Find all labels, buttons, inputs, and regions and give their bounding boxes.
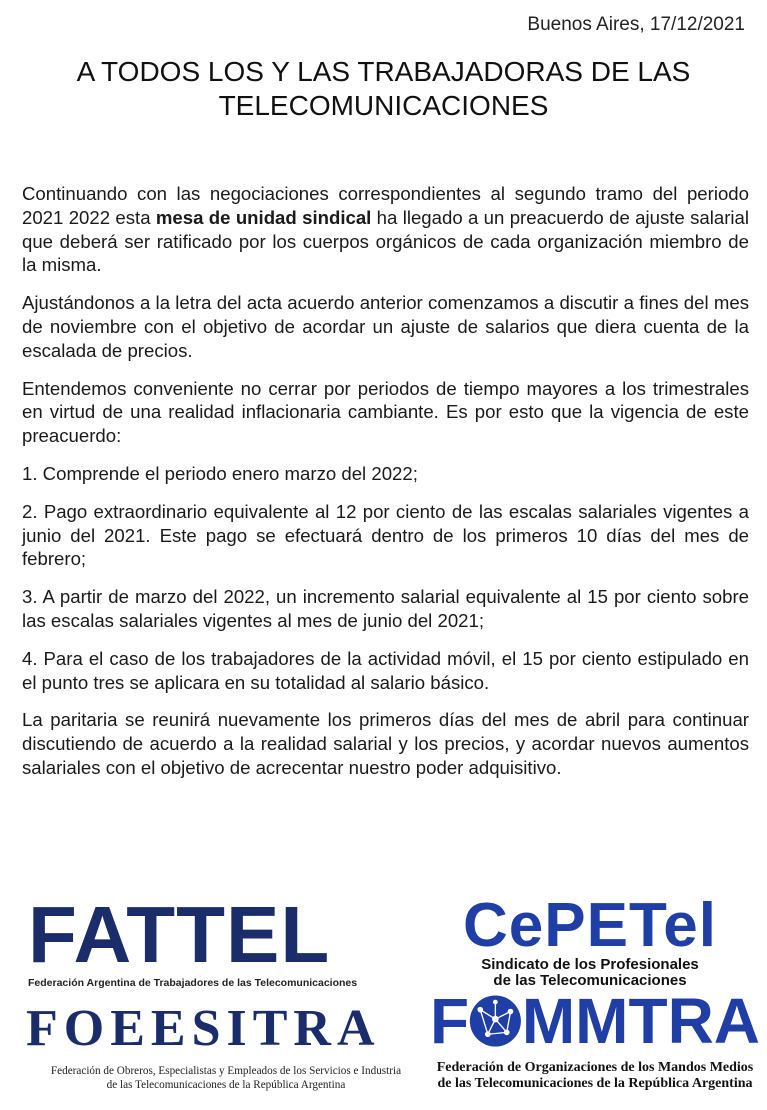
- fommtra-name-prefix: F: [430, 985, 470, 1057]
- list-item-2: 2. Pago extraordinario equivalente al 12 por ciento de las escalas salariales vigentes a junio del 2021. Este pago se efectuará dentro de los primeros 10 días del mes de febrero;: [22, 500, 749, 570]
- foeesitra-logo-name: FOEESITRA: [26, 1000, 381, 1057]
- cepetel-logo-subtitle-2: de las Telecomunicaciones: [493, 972, 687, 989]
- title-line-1: A TODOS LOS Y LAS TRABAJADORAS DE LAS: [76, 56, 691, 87]
- closing-paragraph: La paritaria se reunirá nuevamente los primeros días del mes de abril para continuar discutiendo de acuerdo a la realidad salarial y los precios, y acordar nuevos aumentos salariales con el objetivo de acrecentar nuestro poder adquisitivo.: [22, 709, 749, 778]
- paragraph-3: Entendemos conveniente no cerrar por periodos de tiempo mayores a los trimestrales en virtud de una realidad inflacionaria cambiante. Es por esto que la vigencia de este preacuerdo:: [22, 377, 749, 447]
- fattel-logo: [28, 890, 408, 989]
- cepetel-logo: [430, 891, 750, 989]
- paragraph-1-text-b: ha llegado a un preacuerdo de ajuste salarial que deberá ser ratificado por los cuerpos orgánicos de cada organización miembro de la misma.: [22, 206, 749, 276]
- letter-body: [22, 182, 749, 794]
- fommtra-subtitle-line-2: de las Telecomunicaciones de la República Argentina: [437, 1076, 753, 1091]
- fattel-logo-subtitle: Federación Argentina de Trabajadores de las Telecomunicaciones: [28, 977, 358, 989]
- foeesitra-logo: [26, 1002, 426, 1092]
- list-item-4: 4. Para el caso de los trabajadores de la actividad móvil, el 15 por ciento estipulado en el punto tres se aplicara en su totalidad al salario básico.: [22, 647, 749, 693]
- paragraph-2: Ajustándonos a la letra del acta acuerdo anterior comenzamos a discutir a fines del mes de noviembre con el objetivo de acordar un ajuste de salarios que diera cuenta de la escalada de precios.: [22, 292, 749, 361]
- fommtra-subtitle-line-1: Federación de Organizaciones de los Mandos Medios: [436, 1060, 754, 1075]
- foeesitra-subtitle-line-1: Federación de Obreros, Especialistas y Empleados de los Servicios e Industria: [50, 1065, 402, 1077]
- fommtra-logo-name: [430, 985, 760, 1057]
- date: Buenos Aires, 17/12/2021: [527, 14, 745, 35]
- page-title: [20, 55, 747, 123]
- paragraph-1: [22, 182, 749, 277]
- fommtra-name-suffix: MMTRA: [521, 985, 760, 1057]
- title-line-2: TELECOMUNICACIONES: [218, 90, 549, 121]
- foeesitra-subtitle-line-2: de las Telecomunicaciones de la República Argentina: [106, 1079, 346, 1091]
- foeesitra-logo-subtitle: [26, 1064, 426, 1092]
- list-item-3: 3. A partir de marzo del 2022, un incremento salarial equivalente al 15 por ciento sobre las escalas salariales vigentes al mes de junio del 2021;: [22, 586, 749, 631]
- paragraph-1-bold: mesa de unidad sindical: [155, 206, 372, 228]
- cepetel-logo-name: CePETel: [463, 891, 717, 960]
- fommtra-logo: [430, 985, 760, 1092]
- fattel-logo-name: FATTEL: [28, 890, 331, 979]
- paragraph-1-text-a: Continuando con las negociaciones correspondientes al segundo tramo del periodo 2021 2022 esta: [22, 183, 749, 228]
- list-item-1: 1. Comprende el periodo enero marzo del 2022;: [22, 462, 418, 484]
- cepetel-logo-subtitle-1: Sindicato de los Profesionales: [481, 956, 699, 973]
- globe-network-icon: [467, 991, 524, 1051]
- fommtra-logo-subtitle: [430, 1060, 760, 1092]
